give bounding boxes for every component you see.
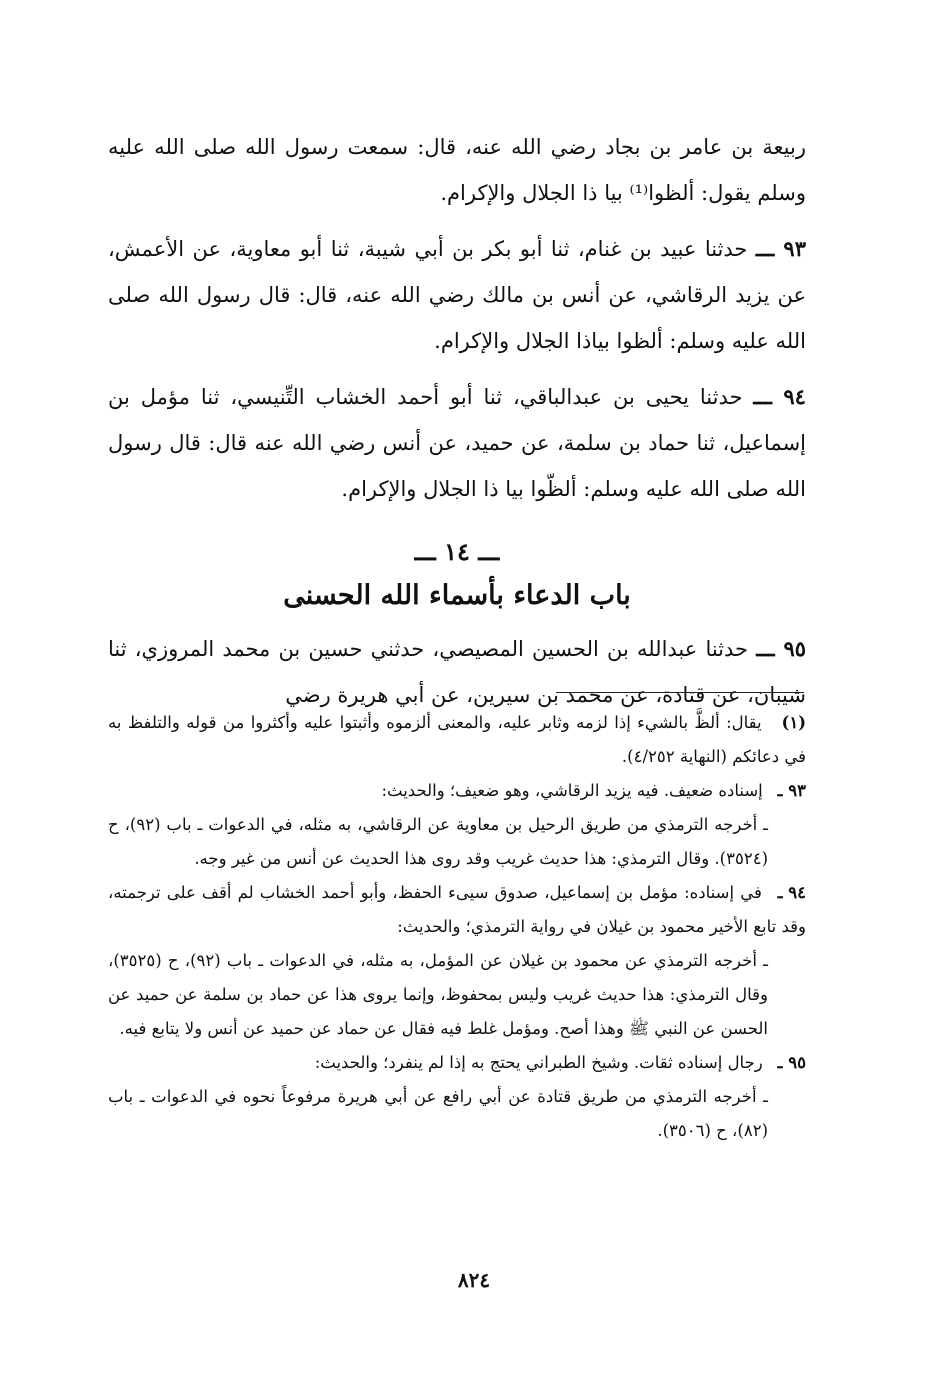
hadith-94 [108,374,806,512]
footnote-text: رجال إسناده ثقات. وشيخ الطبراني يحتج به إذا لم ينفرد؛ والحديث: [314,1053,763,1072]
footnote-label: ٩٤ ـ [777,883,807,902]
footnote-93 [108,774,806,808]
hadith-95 [108,626,806,718]
footnote-94 [108,876,806,944]
hadith-93 [108,226,806,364]
footnote-divider [556,692,804,693]
footnote-94-takhrij: ـ أخرجه الترمذي عن محمود بن غيلان عن المؤمل، به مثله، في الدعوات ـ باب (٩٢)، ح (٣٥٢٥)، وقال الترمذي: هذا حديث غريب وليس بمحفوظ، وإنما يروى هذا عن حماد بن سلمة عن حميد عن الحسن عن النبي ﷺ وهذا أصح. ومؤمل غلط فيه فقال عن حماد عن حميد عن أنس ولا يتابع فيه. [108,951,769,1038]
footnote-label: (١) [781,713,806,732]
footnote-text: إسناده ضعيف. فيه يزيد الرقاشي، وهو ضعيف؛ والحديث: [381,781,763,800]
opening-paragraph: ربيعة بن عامر بن بجاد رضي الله عنه، قال: سمعت رسول الله صلى الله عليه وسلم يقول: ألظوا⁽¹⁾ بيا ذا الجلال والإكرام. [108,135,806,205]
hadith-text: حدثنا يحيى بن عبدالباقي، ثنا أبو أحمد الخشاب التِّنيسي، ثنا مؤمل بن إسماعيل، ثنا حماد بن سلمة، عن حميد، عن أنس رضي الله عنه قال: قال رسول الله صلى الله عليه وسلم: ألظّوا بيا ذا الجلال والإكرام. [108,385,806,501]
footnote-label: ٩٣ ـ [777,781,806,800]
footnote-1 [108,706,806,774]
footnote-text: في إسناده: مؤمل بن إسماعيل، صدوق سيىء الحفظ، وأبو أحمد الخشاب لم أقف على ترجمته، وقد تابع الأخير محمود بن غيلان في رواية الترمذي؛ والحديث: [108,883,806,936]
chapter-title: باب الدعاء بأسماء الله الحسنى [283,580,631,611]
hadith-number: ٩٣ ـــ [755,236,806,261]
hadith-number: ٩٥ ـــ [756,636,806,661]
footnote-95 [108,1046,806,1080]
page-number: ٨٢٤ [457,1268,491,1292]
footnote-label: ٩٥ ـ [777,1053,806,1072]
footnotes [108,706,806,1148]
chapter-number: ـــ ١٤ ـــ [414,537,500,566]
main-text [108,124,806,728]
footnote-text: يقال: ألظَّ بالشيء إذا لزمه وثابر عليه، والمعنى ألزموه وأثبتوا عليه وأكثروا من قوله والتلفظ به في دعائكم (النهاية ٤/٢٥٢). [108,713,806,766]
hadith-number: ٩٤ ـــ [753,384,806,409]
footnote-93-takhrij: ـ أخرجه الترمذي من طريق الرحيل بن معاوية عن الرقاشي، به مثله، في الدعوات ـ باب (٩٢)، ح (٣٥٢٤). وقال الترمذي: هذا حديث غريب وقد روى هذا الحديث عن أنس من غير وجه. [108,815,768,868]
hadith-text: حدثنا عبدالله بن الحسين المصيصي، حدثني حسين بن محمد المروزي، ثنا شيبان، عن قتادة، عن محمد بن سيرين، عن أبي هريرة رضي [108,637,806,707]
footnote-95-takhrij: ـ أخرجه الترمذي من طريق قتادة عن أبي رافع عن أبي هريرة مرفوعاً نحوه في الدعوات ـ باب (٨٢)، ح (٣٥٠٦). [108,1087,768,1140]
hadith-text: حدثنا عبيد بن غنام، ثنا أبو بكر بن أبي شيبة، ثنا أبو معاوية، عن الأعمش، عن يزيد الرقاشي، عن أنس بن مالك رضي الله عنه، قال: قال رسول الله صلى الله عليه وسلم: ألظوا بياذا الجلال والإكرام. [108,237,806,353]
